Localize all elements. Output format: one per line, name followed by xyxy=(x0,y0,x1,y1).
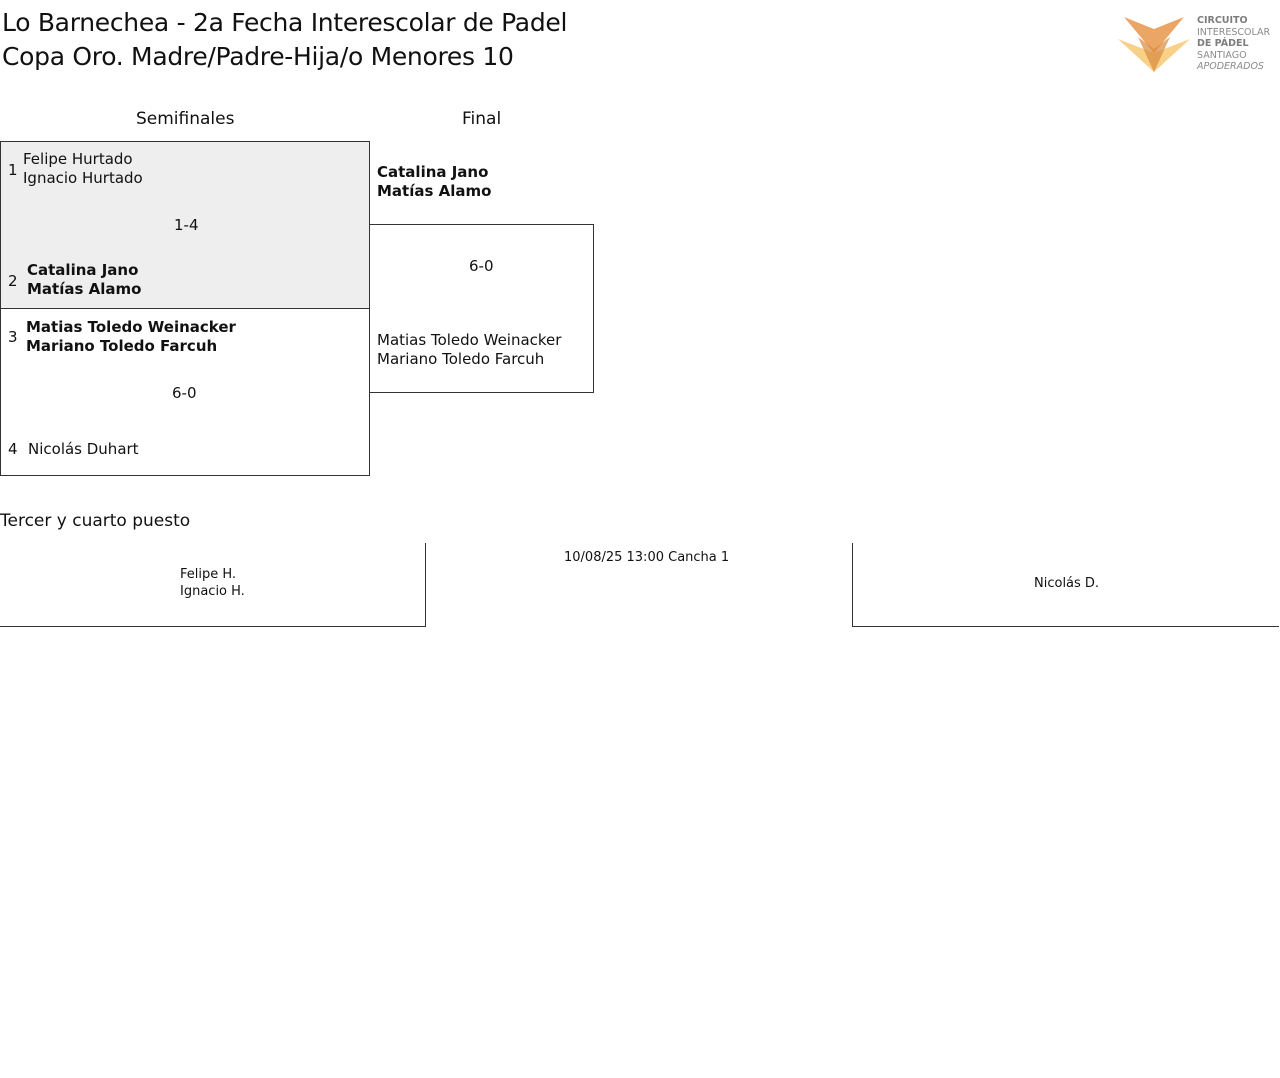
team-names-winner xyxy=(27,261,141,299)
logo-line-4: SANTIAGO xyxy=(1197,49,1247,61)
team-names xyxy=(23,150,143,188)
semifinals-heading: Semifinales xyxy=(136,109,235,129)
title-line-2: Copa Oro. Madre/Padre-Hija/o Menores 10 xyxy=(2,42,514,71)
match-score: 1-4 xyxy=(174,216,199,234)
player-name: Ignacio H. xyxy=(180,584,245,599)
title-line-1: Lo Barnechea - 2a Fecha Interescolar de Padel xyxy=(2,8,568,37)
final-team-runner-up[interactable] xyxy=(377,331,561,369)
circuit-logo xyxy=(1118,13,1278,77)
player-name: Mariano Toledo Farcuh xyxy=(26,337,218,355)
fox-logo-icon xyxy=(1118,15,1190,73)
match-score: 6-0 xyxy=(172,384,197,402)
seed-number: 2 xyxy=(8,272,18,290)
player-name: Felipe H. xyxy=(180,567,237,582)
player-name: Felipe Hurtado xyxy=(23,150,133,168)
logo-line-1: CIRCUITO xyxy=(1197,15,1248,26)
logo-text xyxy=(1197,15,1270,73)
team-names-winner xyxy=(26,318,236,356)
player-name: Catalina Jano xyxy=(27,261,139,279)
player-name: Catalina Jano xyxy=(377,163,489,181)
logo-line-3: DE PÁDEL xyxy=(1197,38,1249,50)
seed-number: 3 xyxy=(8,328,18,346)
match-schedule-info: 10/08/25 13:00 Cancha 1 xyxy=(564,550,730,565)
player-name: Ignacio Hurtado xyxy=(23,169,143,187)
logo-line-5: APODERADOS xyxy=(1197,61,1264,73)
final-heading: Final xyxy=(462,109,502,129)
player-name: Nicolás Duhart xyxy=(28,440,139,458)
player-name: Mariano Toledo Farcuh xyxy=(377,350,545,368)
third-place-team-b: Nicolás D. xyxy=(1034,576,1100,591)
third-place-heading: Tercer y cuarto puesto xyxy=(0,511,191,531)
semifinal-match-1[interactable] xyxy=(0,141,370,309)
final-score: 6-0 xyxy=(469,257,494,275)
final-team-winner[interactable] xyxy=(377,163,491,201)
player-name: Matías Alamo xyxy=(377,182,492,200)
seed-number: 1 xyxy=(8,161,18,179)
third-place-team-a xyxy=(180,566,245,600)
player-name: Matias Toledo Weinacker xyxy=(26,318,236,336)
page-title xyxy=(2,6,567,74)
player-name: Matias Toledo Weinacker xyxy=(377,331,562,349)
logo-line-2: INTERESCOLAR xyxy=(1197,26,1271,38)
semifinal-match-2[interactable] xyxy=(0,308,370,476)
player-name: Matías Alamo xyxy=(27,280,142,298)
seed-number: 4 xyxy=(8,440,18,458)
team-names xyxy=(28,440,139,459)
